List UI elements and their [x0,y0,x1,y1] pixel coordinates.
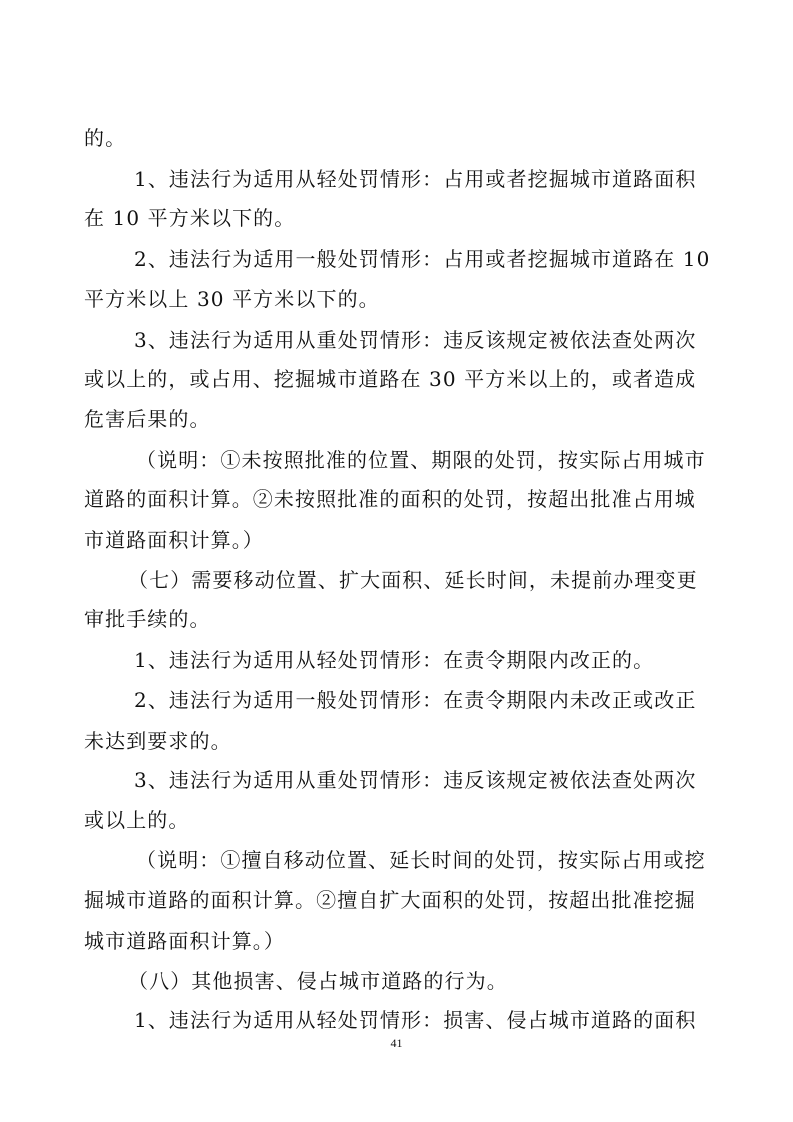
text-line: 平方米以上 30 平方米以下的。 [84,287,380,311]
text-line: 市道路面积计算。） [84,528,264,552]
text-line: 2、违法行为适用一般处罚情形：占用或者挖掘城市道路在 10 [134,247,711,271]
text-line: 3、违法行为适用从重处罚情形：违反该规定被依法查处两次 [134,768,697,792]
text-line: 审批手续的。 [84,607,211,631]
text-line: （说明：①未按照批准的位置、期限的处罚，按实际占用城市 [136,448,706,472]
text-line: 或以上的。 [84,808,190,832]
text-line: 道路的面积计算。②未按照批准的面积的处罚，按超出批准占用城 [84,487,696,511]
text-line: （说明：①擅自移动位置、延长时间的处罚，按实际占用或挖 [136,848,706,872]
text-line: 1、违法行为适用从轻处罚情形：在责令期限内改正的。 [134,648,655,672]
text-line: 在 10 平方米以下的。 [84,206,296,230]
text-line: 未达到要求的。 [84,729,232,753]
text-line: 城市道路面积计算。） [84,929,285,953]
text-line: 2、违法行为适用一般处罚情形：在责令期限内未改正或改正 [134,688,697,712]
text-line: 的。 [84,126,127,150]
text-line: 3、违法行为适用从重处罚情形：违反该规定被依法查处两次 [134,328,697,352]
section-heading: （七）需要移动位置、扩大面积、延长时间，未提前办理变更 [128,568,698,592]
page-number: 41 [390,1036,403,1050]
text-line: 或以上的，或占用、挖掘城市道路在 30 平方米以上的，或者造成 [84,367,697,391]
section-heading: （八）其他损害、侵占城市道路的行为。 [128,969,508,993]
text-line: 危害后果的。 [84,407,211,431]
text-line: 1、违法行为适用从轻处罚情形：占用或者挖掘城市道路面积 [134,167,697,191]
text-line: 1、违法行为适用从轻处罚情形：损害、侵占城市道路的面积 [134,1008,697,1032]
text-line: 掘城市道路的面积计算。②擅自扩大面积的处罚，按超出批准挖掘 [84,888,696,912]
